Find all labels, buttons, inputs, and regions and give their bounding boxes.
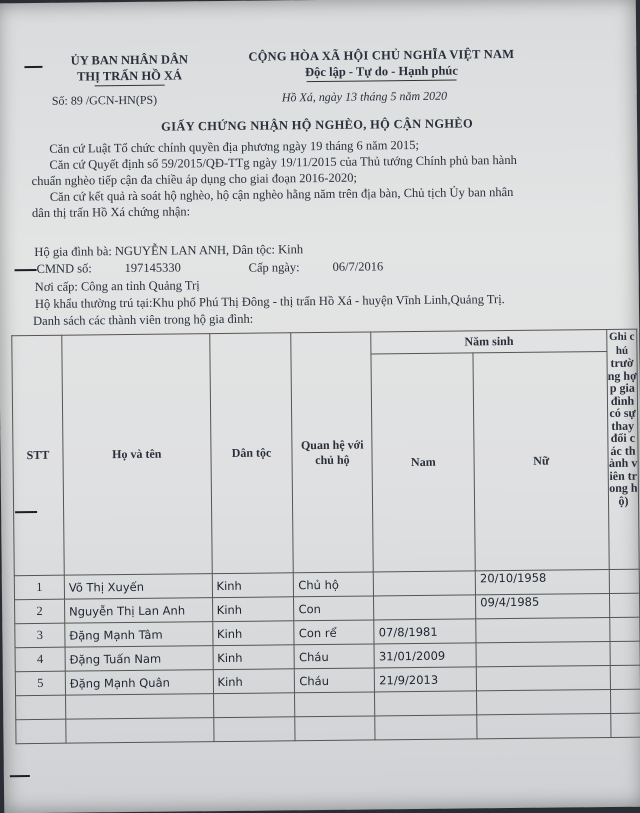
residence: [35, 292, 505, 312]
row-note: [610, 665, 640, 689]
empty-cell: [65, 694, 213, 720]
empty-cell: [295, 716, 375, 741]
id-number: 197145330: [124, 260, 181, 276]
header-note-title: Ghi chú: [609, 330, 635, 357]
place-date: Hồ Xá, ngày 13 tháng 5 năm 2020: [281, 88, 448, 105]
row-relation: Con rể: [294, 620, 374, 645]
empty-cell: [213, 717, 295, 742]
document-number: Số: 89 /GCN-HN(PS): [51, 92, 158, 108]
empty-cell: [16, 719, 66, 744]
row-name: Đặng Mạnh Tâm: [65, 622, 213, 648]
empty-cell: [611, 713, 640, 737]
row-male: 07/8/1981: [374, 619, 476, 644]
row-male: 31/01/2009: [374, 643, 476, 668]
row-ethnic: Kinh: [212, 597, 294, 622]
empty-cell: [295, 692, 375, 717]
issued-by: Nơi cấp: Công an tỉnh Quảng Trị: [34, 278, 200, 294]
row-ethnic: Kinh: [212, 573, 294, 598]
header-male: Nam: [371, 353, 475, 572]
row-name: Đặng Mạnh Quân: [65, 670, 213, 696]
row-name: Nguyễn Thị Lan Anh: [64, 598, 212, 624]
row-stt: 5: [15, 671, 65, 696]
row-female: 09/4/1985: [476, 593, 610, 618]
national-header: [221, 46, 541, 83]
row-note: [609, 593, 639, 617]
table-row-empty: [16, 713, 640, 744]
issue-date: 06/7/2016: [332, 259, 384, 274]
empty-cell: [16, 695, 66, 720]
legal-basis-2a: Căn cứ Quyết định số 59/2015/QĐ-TTg ngày 19/11/2015 của Thủ tướng Chính phủ ban hành: [49, 152, 517, 172]
household-head: Hộ gia đình bà: NGUYỄN LAN ANH, Dân tộc: Kinh: [34, 242, 304, 259]
legal-basis-3b: dân thị trấn Hồ Xá chứng nhận:: [31, 204, 191, 221]
ink-dash: [24, 66, 42, 68]
row-male: [374, 595, 476, 620]
ink-dash: [10, 775, 30, 777]
motto-underline: [307, 80, 457, 83]
empty-cell: [66, 718, 214, 744]
row-ethnic: Kinh: [213, 669, 295, 694]
row-relation: Con: [294, 596, 374, 621]
row-female: [476, 665, 610, 690]
empty-cell: [477, 713, 611, 738]
authority-line-2: THỊ TRẤN HỒ XÁ: [76, 68, 183, 84]
header-relation: Quan hệ với chủ hộ: [291, 332, 373, 573]
id-label: CMND số:: [36, 261, 92, 276]
header-birth-year: Năm sinh: [371, 329, 607, 353]
document-title: GIẤY CHỨNG NHẬN HỘ NGHÈO, HỘ CẬN NGHÈO: [161, 116, 474, 134]
national-motto: Độc lập - Tự do - Hạnh phúc: [305, 63, 458, 80]
authority-underline: [95, 85, 165, 87]
row-male: 21/9/2013: [375, 667, 477, 692]
header-female: Nữ: [473, 351, 609, 570]
header-name: Họ và tên: [62, 334, 212, 576]
members-table: [11, 329, 640, 745]
authority-line-1: ỦY BAN NHÂN DÂN: [70, 52, 189, 68]
row-name: Đặng Tuấn Nam: [65, 646, 213, 672]
row-relation: Cháu: [294, 644, 374, 669]
row-note: [610, 617, 640, 641]
header-note-body: trường hợp gia đình có sự thay đổi các thành viên trong hộ): [607, 355, 638, 508]
row-note: [609, 569, 639, 593]
row-female: [476, 617, 610, 642]
issue-date-label: Cấp ngày:: [248, 260, 300, 275]
empty-cell: [213, 693, 295, 718]
row-ethnic: Kinh: [212, 621, 294, 646]
members-list-label: Danh sách các thành viên trong hộ gia đình:: [33, 311, 254, 328]
issuing-authority: [44, 51, 214, 87]
row-ethnic: Kinh: [213, 645, 295, 670]
nation-name: CỘNG HÒA XÃ HỘI CHỦ NGHĨA VIỆT NAM: [248, 46, 515, 64]
row-female: [476, 641, 610, 666]
row-stt: 4: [15, 647, 65, 672]
empty-cell: [375, 715, 477, 740]
ink-dash: [15, 269, 37, 271]
legal-basis-1: Căn cứ Luật Tổ chức chính quyền địa phương ngày 19 tháng 6 năm 2015;: [49, 137, 420, 156]
row-stt: 3: [15, 623, 65, 648]
row-name: Võ Thị Xuyến: [64, 574, 212, 600]
row-stt: 1: [14, 575, 64, 600]
row-note: [610, 641, 640, 665]
row-female: 20/10/1958: [475, 569, 609, 594]
row-stt: 2: [15, 599, 65, 624]
ink-dash: [15, 511, 37, 513]
residence-label: Hộ khẩu thường trú tại:: [34, 295, 153, 311]
empty-cell: [610, 689, 640, 713]
legal-basis-2b: chuẩn nghèo tiếp cận đa chiều áp dụng cho giai đoạn 2016-2020;: [31, 170, 357, 189]
empty-cell: [375, 691, 477, 716]
legal-basis-3a: Căn cứ kết quả rà soát hộ nghèo, hộ cận nghèo hằng năm trên địa bàn, Chủ tịch Ủy ban nhân: [49, 184, 514, 204]
header-note: [607, 329, 640, 569]
residence-address: Khu phố Phú Thị Đông - thị trấn Hồ Xá - huyện Vĩnh Linh,Quảng Trị.: [152, 292, 505, 310]
empty-cell: [477, 689, 611, 714]
row-relation: Cháu: [295, 668, 375, 693]
row-male: [374, 571, 476, 596]
header-ethnic: Dân tộc: [209, 333, 293, 574]
header-stt: STT: [12, 335, 64, 576]
row-relation: Chủ hộ: [294, 572, 374, 597]
